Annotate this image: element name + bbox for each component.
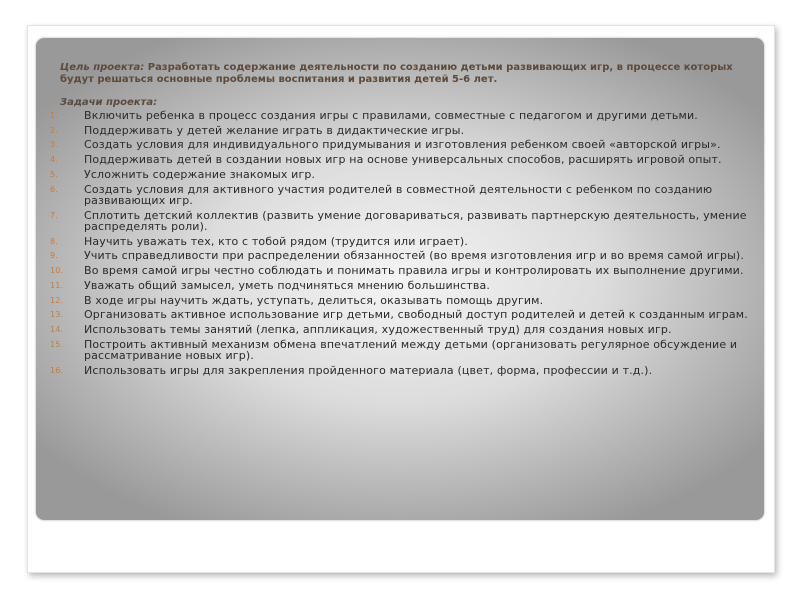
task-number: 3. — [50, 140, 58, 150]
task-number: 7. — [50, 210, 58, 220]
task-item — [50, 265, 755, 276]
task-item — [50, 110, 755, 121]
task-item — [50, 324, 755, 335]
task-text: Включить ребенка в процесс создания игры с правилами, совместные с педагогом и другими детьми. — [84, 109, 698, 122]
task-number: 8. — [50, 236, 58, 246]
task-item — [50, 250, 755, 261]
task-text: Сплотить детский коллектив (развить умение договариваться, развивать партнерскую деятельность, умение распределять роли). — [84, 208, 747, 234]
task-item — [50, 280, 755, 291]
tasks-list — [50, 110, 755, 379]
task-item — [50, 125, 755, 136]
task-text: Использовать темы занятий (лепка, аппликация, художественный труд) для создания новых игр. — [84, 322, 672, 336]
task-item — [50, 139, 755, 150]
task-number: 15. — [50, 339, 64, 349]
task-text: В ходе игры научить ждать, уступать, делиться, оказывать помощь другим. — [84, 293, 544, 307]
task-number: 2. — [50, 125, 58, 135]
task-number: 1. — [50, 111, 58, 120]
task-number: 16. — [50, 365, 64, 375]
task-number: 4. — [50, 155, 58, 165]
task-number: 5. — [50, 169, 58, 179]
project-goal — [60, 62, 740, 86]
tasks-heading: Задачи проекта: — [60, 97, 158, 108]
task-text: Научить уважать тех, кто с тобой рядом (трудится или играет). — [84, 234, 468, 248]
task-item — [50, 295, 755, 306]
goal-text: Разработать содержание деятельности по созданию детьми развивающих игр, в процессе которых будут решаться основные проблемы воспитания и развития детей 5-6 лет. — [60, 62, 733, 85]
task-text: Учить справедливости при распределении обязанностей (во время изготовления игр и во время самой игры). — [84, 249, 745, 263]
task-text: Создать условия для индивидуального придумывания и изготовления ребенком своей «авторской игры». — [84, 138, 721, 152]
task-number: 13. — [50, 310, 64, 320]
task-item — [50, 169, 755, 180]
task-text: Создать условия для активного участия родителей в совместной деятельности с ребенком по созданию развивающих игр. — [84, 182, 713, 207]
task-number: 14. — [50, 324, 64, 334]
task-item — [50, 184, 755, 207]
task-item — [50, 154, 755, 165]
task-item — [50, 365, 755, 376]
task-number: 10. — [50, 266, 64, 276]
task-item — [50, 339, 755, 362]
task-item — [50, 309, 755, 320]
task-number: 12. — [50, 295, 64, 305]
task-text: Поддерживать у детей желание играть в дидактические игры. — [84, 123, 465, 137]
task-text: Усложнить содержание знакомых игр. — [84, 167, 316, 181]
task-text: Во время самой игры честно соблюдать и понимать правила игры и контролировать их выполнение другими. — [84, 264, 744, 278]
task-item — [50, 236, 755, 247]
goal-label: Цель проекта: — [60, 62, 145, 73]
task-number: 6. — [50, 184, 58, 194]
task-number: 9. — [50, 251, 58, 261]
task-text: Организовать активное использование игр детьми, свободный доступ родителей и детей к созданным играм. — [84, 308, 748, 322]
task-text: Поддерживать детей в создании новых игр на основе универсальных способов, расширять игровой опыт. — [84, 153, 722, 167]
task-text: Уважать общий замысел, уметь подчиняться мнению большинства. — [84, 278, 491, 292]
task-item — [50, 210, 755, 233]
task-text: Построить активный механизм обмена впечатлений между детьми (организовать регулярное обсуждение и рассматривание новых игр). — [84, 337, 738, 363]
task-number: 11. — [50, 280, 64, 290]
task-text: Использовать игры для закрепления пройденного материала (цвет, форма, профессии и т.д.). — [84, 363, 653, 377]
